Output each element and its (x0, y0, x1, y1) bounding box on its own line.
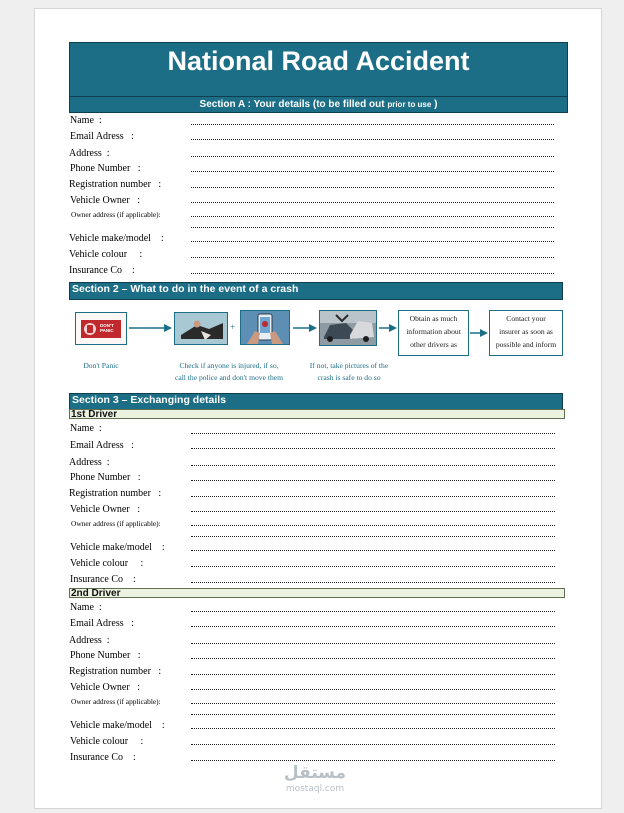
d1-line-registration[interactable] (191, 496, 555, 497)
field-label-owner-address: Owner address (if applicable): (71, 210, 161, 219)
d1-line-colour[interactable] (191, 566, 555, 567)
driver-2-header: 2nd Driver (69, 588, 565, 598)
contact-insurer-line-3: possible and inform (495, 340, 557, 349)
field-label-address: Address : (69, 148, 110, 159)
caption-dont-panic: Don't Panic (83, 361, 119, 370)
d1-line-address[interactable] (191, 465, 555, 466)
d2-label-address: Address : (69, 635, 110, 646)
d2-label-colour: Vehicle colour : (70, 736, 144, 747)
arrow-right-icon (469, 327, 489, 339)
arrow-right-icon (292, 322, 318, 334)
d2-line-colour[interactable] (191, 744, 555, 745)
d2-line-owner-address-2[interactable] (191, 714, 555, 715)
d2-line-insurance[interactable] (191, 760, 555, 761)
section-a-title: Section A : Your details (to be filled out (199, 99, 388, 110)
obtain-info-line-3: other drivers as (410, 340, 457, 349)
field-label-owner: Vehicle Owner : (70, 195, 140, 206)
d1-line-insurance[interactable] (191, 582, 555, 583)
contact-insurer-line-2: insurer as soon as (499, 327, 553, 336)
field-line-owner-address-2[interactable] (191, 227, 554, 228)
d1-line-owner-address[interactable] (191, 525, 555, 526)
arrow-right-icon (128, 322, 173, 334)
field-line-email[interactable] (191, 139, 554, 140)
d2-line-address[interactable] (191, 643, 555, 644)
field-line-make[interactable] (191, 241, 554, 242)
field-line-owner[interactable] (191, 202, 554, 203)
d1-line-owner-address-2[interactable] (191, 536, 555, 537)
d2-line-registration[interactable] (191, 674, 555, 675)
field-line-insurance[interactable] (191, 273, 554, 274)
d2-label-owner: Vehicle Owner : (70, 682, 140, 693)
d2-label-name: Name : (70, 602, 102, 613)
d1-label-colour: Vehicle colour : (70, 558, 144, 569)
contact-insurer-box (489, 310, 563, 356)
car-crash-icon (320, 311, 376, 345)
d2-label-email: Email Adress : (70, 618, 134, 629)
injured-person-image (174, 312, 228, 345)
driver-1-header: 1st Driver (69, 409, 565, 419)
section-2-header: Section 2 – What to do in the event of a crash (69, 282, 563, 300)
d2-label-phone: Phone Number : (70, 650, 141, 661)
dont-panic-sign-text: DON'T PANIC (100, 323, 114, 333)
d1-label-owner: Vehicle Owner : (70, 504, 140, 515)
document-page (34, 8, 602, 809)
d1-label-insurance: Insurance Co : (70, 574, 136, 585)
d1-line-email[interactable] (191, 448, 555, 449)
obtain-info-line-2: information about (406, 327, 461, 336)
watermark-logo: مستقل (283, 763, 347, 783)
d2-line-name[interactable] (191, 611, 555, 612)
d2-label-make: Vehicle make/model : (70, 720, 165, 731)
d1-label-phone: Phone Number : (70, 472, 141, 483)
d1-line-make[interactable] (191, 550, 555, 551)
phone-call-icon (241, 311, 289, 344)
d2-line-make[interactable] (191, 728, 555, 729)
d2-label-insurance: Insurance Co : (70, 752, 136, 763)
caption-take-pictures-line-1: If not, take pictures of the (309, 361, 389, 370)
d2-label-owner-address: Owner address (if applicable): (71, 697, 161, 706)
d1-label-owner-address: Owner address (if applicable): (71, 519, 161, 528)
caption-check-injured-line-2: call the police and don't move them (174, 373, 284, 382)
d1-line-phone[interactable] (191, 480, 555, 481)
caption-check-injured (163, 360, 295, 384)
arrow-right-icon (378, 322, 398, 334)
d1-line-name[interactable] (191, 433, 555, 434)
field-line-owner-address[interactable] (191, 216, 554, 217)
section-a-suffix: ) (431, 99, 438, 110)
phone-call-image (240, 310, 290, 345)
d1-label-name: Name : (70, 423, 102, 434)
d2-label-registration: Registration number : (69, 666, 162, 677)
watermark-url: mostaql.com (285, 784, 345, 794)
field-label-colour: Vehicle colour : (69, 249, 143, 260)
d1-label-registration: Registration number : (69, 488, 162, 499)
field-line-phone[interactable] (191, 171, 554, 172)
d2-line-email[interactable] (191, 626, 555, 627)
section-3-header: Section 3 – Exchanging details (69, 393, 563, 411)
d2-line-phone[interactable] (191, 658, 555, 659)
field-line-address[interactable] (191, 156, 554, 157)
injured-person-icon (175, 313, 227, 344)
field-line-colour[interactable] (191, 257, 554, 258)
section-a-header (69, 96, 568, 113)
caption-take-pictures-line-2: crash is safe to do so (317, 373, 381, 382)
caption-check-injured-line-1: Check if anyone is injured, if so, (179, 361, 279, 370)
field-label-name: Name : (70, 115, 102, 126)
section-a-emphasis: prior to use (387, 100, 432, 109)
field-line-registration[interactable] (191, 187, 554, 188)
d2-line-owner[interactable] (191, 689, 555, 690)
dont-panic-image (75, 312, 127, 345)
d1-label-address: Address : (69, 457, 110, 468)
d1-line-owner[interactable] (191, 511, 555, 512)
plus-sign: + (230, 322, 236, 332)
d1-label-email: Email Adress : (70, 440, 134, 451)
caption-take-pictures (297, 360, 401, 384)
obtain-info-box (398, 310, 469, 356)
field-label-make: Vehicle make/model : (69, 233, 164, 244)
field-label-registration: Registration number : (69, 179, 162, 190)
field-line-name[interactable] (191, 124, 554, 125)
field-label-email: Email Adress : (70, 131, 134, 142)
d1-label-make: Vehicle make/model : (70, 542, 165, 553)
crash-photo-image (319, 310, 377, 346)
page-title: National Road Accident (69, 42, 568, 97)
d2-line-owner-address[interactable] (191, 703, 555, 704)
contact-insurer-line-1: Contact your (506, 314, 546, 323)
field-label-insurance: Insurance Co : (69, 265, 135, 276)
obtain-info-line-1: Obtain as much (409, 314, 458, 323)
field-label-phone: Phone Number : (70, 163, 141, 174)
